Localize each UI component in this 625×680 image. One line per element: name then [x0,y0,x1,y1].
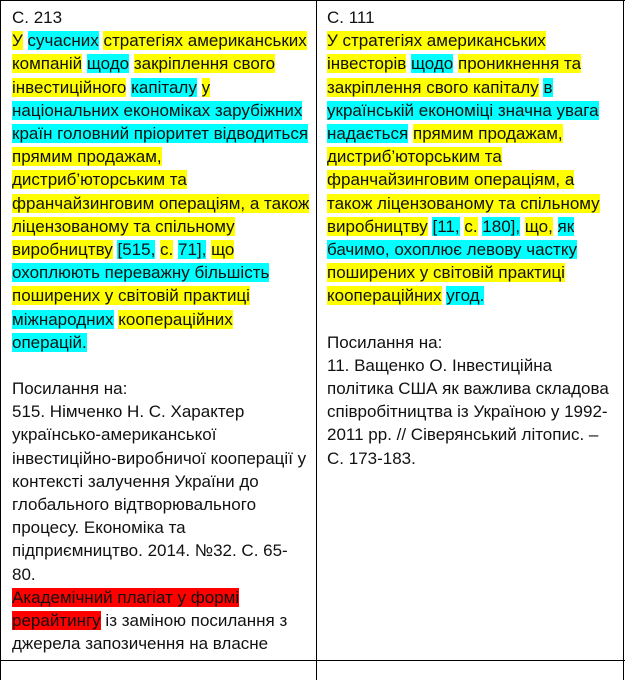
right-page-label: С. 111 [327,8,375,27]
text-segment [197,78,202,97]
right-refs-heading: Посилання на: [327,332,443,352]
right-cell [327,6,617,470]
highlighted-segment: прямим продажам, дистриб’юторським та франчайзинговим операціям, а також ліцензованому та спільному виробництву [327,124,600,236]
row-divider [0,660,625,661]
highlighted-segment: міжнародних [12,309,114,329]
highlighted-segment: капіталу [131,77,197,97]
highlighted-segment: угод. [446,286,485,306]
text-segment [23,31,28,50]
left-references [12,377,310,655]
highlighted-segment: поширених у світовій практиці [12,286,250,306]
highlighted-segment: операцій. [12,332,87,352]
highlighted-segment: поширених у світовій практиці коопераційних [327,263,565,306]
highlighted-segment: коопераційних [118,309,233,329]
highlighted-segment: [515, [117,240,156,260]
highlighted-segment: сучасних [27,31,99,51]
right-references [327,331,617,470]
highlighted-segment: с. [160,240,174,260]
left-cell [12,6,310,655]
right-quote [327,29,617,307]
highlighted-segment: стратегіях американських компаній [12,31,307,74]
left-quote [12,29,310,354]
column-divider [316,0,317,680]
table-border-left [0,0,1,680]
highlighted-segment: як бачимо, охоплює левову частку [327,216,577,260]
plagiarism-note-rest: із заміною посилання з джерела запозичення на власне [12,611,288,654]
highlighted-segment: щодо [86,54,130,74]
highlighted-segment: щодо [411,54,454,74]
highlighted-segment: що, [524,216,553,236]
highlighted-segment: закріплення свого інвестиційного [12,54,276,97]
right-reference-text: 11. Ващенко О. Інвестиційна політика США як важлива складова співробітництва із Україною у 1992-2011 рр. // Сіверянський літопис. – С. 173-183. [327,355,609,468]
highlighted-segment: У [12,31,23,51]
highlighted-segment: в українській економіці значна увага надається [327,77,599,144]
highlighted-segment: що [211,240,235,260]
left-refs-heading: Посилання на: [12,379,128,399]
highlighted-segment: с. [464,216,478,236]
plagiarism-note-highlight: Академічний плагіат у формі рерайтингу [12,587,240,631]
table-border-right [623,0,624,680]
highlighted-segment: національних економіках зарубіжних країн головний пріоритет відводиться [12,100,309,144]
highlighted-segment: 71], [178,240,207,260]
highlighted-segment: у [201,77,211,97]
highlighted-segment: охоплюють переважну більшість [12,263,270,283]
highlighted-segment: [11, [432,216,460,236]
highlighted-segment: 180], [482,216,521,236]
highlighted-segment: прямим продажам, дистриб’юторським та франчайзинговим операціям, а також ліцензованому та спільному виробництву [12,147,310,260]
left-reference-text: 515. Німченко Н. С. Характер українсько-американської інвестиційно-виробничої кооперації у контексті залучення України до глобального відтворювального процесу. Економіка та підприємництво. 2014. №32. С. 65-80. [12,402,307,584]
highlighted-segment: проникнення та закріплення свого капіталу [327,54,582,97]
table-border-top [0,0,625,1]
highlighted-segment: У стратегіях американських інвесторів [327,31,546,74]
text-segment [553,217,558,236]
left-page-label: С. 213 [12,8,63,27]
plagiarism-note [12,586,310,656]
